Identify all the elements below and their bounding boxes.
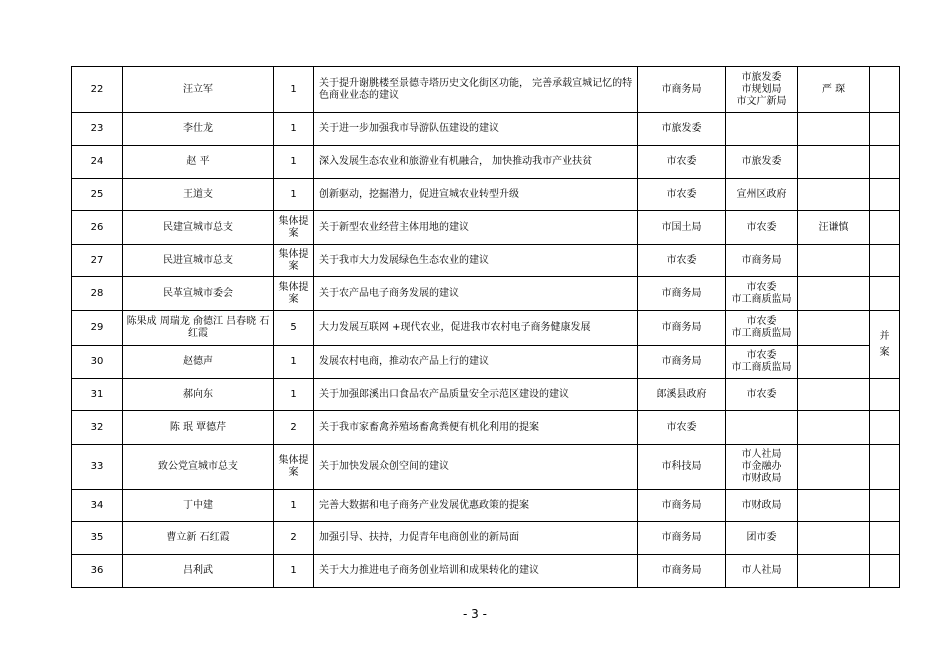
row-number-cell: 36 [72, 555, 123, 588]
co-unit-cell [726, 146, 798, 179]
proposer-count-cell: 集体提案 [274, 211, 314, 245]
co-unit-label: 市文广新局 [736, 95, 787, 107]
co-unit-label: 市财政局 [741, 473, 782, 484]
proposer-count-cell: 1 [274, 346, 314, 379]
note-cell [870, 490, 900, 522]
co-unit-cell [726, 411, 798, 445]
lead-unit-cell: 市旅发委 [638, 113, 726, 146]
lead-unit-cell: 市商务局 [638, 522, 726, 555]
table-row [72, 146, 900, 179]
row-number-cell: 30 [72, 346, 123, 379]
co-unit-cell [726, 211, 798, 245]
leader-cell [798, 179, 870, 211]
lead-unit-cell: 市商务局 [638, 277, 726, 311]
page-number: - 3 - [463, 607, 487, 621]
table-row [72, 311, 900, 346]
proposal-title-cell: 关于农产品电子商务发展的建议 [314, 277, 638, 311]
co-unit-label: 市农委 [746, 350, 777, 361]
table-row [72, 555, 900, 588]
lead-unit-cell: 市商务局 [638, 346, 726, 379]
co-unit-label: 市旅发委 [741, 156, 782, 167]
proposer-cell: 李仕龙 [123, 113, 274, 146]
proposal-title-cell: 发展农村电商，推动农产品上行的建议 [314, 346, 638, 379]
table-row [72, 346, 900, 379]
co-unit-label: 市工商质监局 [731, 293, 792, 305]
note-cell [870, 379, 900, 411]
proposer-cell: 民建宣城市总支 [123, 211, 274, 245]
leader-cell [798, 379, 870, 411]
table-row [72, 179, 900, 211]
co-unit-cell [726, 490, 798, 522]
co-unit-cell [726, 311, 798, 346]
proposer-count-cell: 2 [274, 522, 314, 555]
proposal-table-body [72, 67, 900, 588]
co-unit-label: 市旅发委 [741, 71, 782, 83]
leader-cell [798, 346, 870, 379]
merged-note-cell [870, 311, 900, 379]
proposal-title-cell: 加强引导、扶持，力促青年电商创业的新局面 [314, 522, 638, 555]
merged-note-char: 案 [879, 346, 890, 358]
proposer-count-cell: 2 [274, 411, 314, 445]
co-unit-label: 市工商质监局 [731, 328, 792, 339]
leader-cell [798, 490, 870, 522]
leader-cell: 严 琛 [798, 67, 870, 113]
proposal-title-cell: 关于大力推进电子商务创业培训和成果转化的建议 [314, 555, 638, 588]
note-cell [870, 211, 900, 245]
lead-unit-cell: 市农委 [638, 245, 726, 277]
proposer-count-cell: 1 [274, 490, 314, 522]
co-unit-label: 市农委 [746, 388, 777, 400]
proposer-count-cell: 5 [274, 311, 314, 346]
note-cell [870, 113, 900, 146]
proposer-count-cell: 1 [274, 179, 314, 211]
proposer-cell: 汪立军 [123, 67, 274, 113]
proposer-count-cell: 1 [274, 146, 314, 179]
leader-cell [798, 311, 870, 346]
row-number-cell: 27 [72, 245, 123, 277]
row-number-cell: 24 [72, 146, 123, 179]
proposal-title-cell: 关于新型农业经营主体用地的建议 [314, 211, 638, 245]
proposer-cell: 吕利武 [123, 555, 274, 588]
proposer-cell: 民革宣城市委会 [123, 277, 274, 311]
note-cell [870, 445, 900, 490]
row-number-cell: 33 [72, 445, 123, 490]
note-cell [870, 555, 900, 588]
co-unit-cell [726, 245, 798, 277]
co-unit-label: 市规划局 [741, 83, 782, 95]
lead-unit-cell: 市国土局 [638, 211, 726, 245]
note-cell [870, 179, 900, 211]
co-unit-label: 市商务局 [741, 254, 782, 266]
proposal-title-cell: 深入发展生态农业和旅游业有机融合， 加快推动我市产业扶贫 [314, 146, 638, 179]
proposer-cell: 致公党宣城市总支 [123, 445, 274, 490]
leader-cell [798, 113, 870, 146]
lead-unit-cell: 市科技局 [638, 445, 726, 490]
note-cell [870, 522, 900, 555]
proposer-cell: 王道支 [123, 179, 274, 211]
proposer-count-cell: 集体提案 [274, 245, 314, 277]
proposal-table [71, 66, 900, 588]
leader-cell [798, 146, 870, 179]
note-cell [870, 245, 900, 277]
lead-unit-cell: 市农委 [638, 411, 726, 445]
proposer-cell: 陈 珉 覃德芹 [123, 411, 274, 445]
merged-note-char: 并 [879, 330, 890, 342]
proposer-count-cell: 集体提案 [274, 445, 314, 490]
table-row [72, 490, 900, 522]
co-unit-label: 市农委 [746, 281, 777, 293]
proposer-count-cell: 1 [274, 555, 314, 588]
proposal-title-cell: 完善大数据和电子商务产业发展优惠政策的提案 [314, 490, 638, 522]
leader-cell [798, 522, 870, 555]
proposer-cell: 赵 平 [123, 146, 274, 179]
co-unit-label: 市农委 [746, 316, 777, 327]
proposal-title-cell: 创新驱动，挖掘潜力，促进宣城农业转型升级 [314, 179, 638, 211]
proposer-count-cell: 1 [274, 113, 314, 146]
proposer-count-cell: 1 [274, 67, 314, 113]
table-row [72, 277, 900, 311]
proposal-title-cell: 关于加强郎溪出口食品农产品质量安全示范区建设的建议 [314, 379, 638, 411]
proposal-title-cell: 大力发展互联网 +现代农业，促进我市农村电子商务健康发展 [314, 311, 638, 346]
lead-unit-cell: 市商务局 [638, 555, 726, 588]
co-unit-cell [726, 113, 798, 146]
co-unit-label: 团市委 [746, 532, 777, 543]
proposal-title-cell: 关于提升谢朓楼至景德寺塔历史文化街区功能， 完善承载宣城记忆的特色商业业态的建议 [314, 67, 638, 113]
leader-cell [798, 411, 870, 445]
co-unit-cell [726, 522, 798, 555]
row-number-cell: 29 [72, 311, 123, 346]
row-number-cell: 31 [72, 379, 123, 411]
table-row [72, 445, 900, 490]
lead-unit-cell: 市商务局 [638, 490, 726, 522]
table-row [72, 379, 900, 411]
note-cell [870, 146, 900, 179]
co-unit-label: 市农委 [746, 221, 777, 233]
note-cell [870, 411, 900, 445]
note-cell [870, 67, 900, 113]
lead-unit-cell: 市农委 [638, 179, 726, 211]
lead-unit-cell: 市农委 [638, 146, 726, 179]
proposal-title-cell: 关于进一步加强我市导游队伍建设的建议 [314, 113, 638, 146]
leader-cell [798, 245, 870, 277]
lead-unit-cell: 市商务局 [638, 311, 726, 346]
co-unit-cell [726, 445, 798, 490]
co-unit-cell [726, 67, 798, 113]
row-number-cell: 28 [72, 277, 123, 311]
co-unit-cell [726, 346, 798, 379]
co-unit-cell [726, 379, 798, 411]
proposer-cell: 赵德声 [123, 346, 274, 379]
leader-cell: 汪谦慎 [798, 211, 870, 245]
proposer-cell: 曹立新 石红霞 [123, 522, 274, 555]
co-unit-label: 市人社局 [741, 565, 782, 576]
table-row [72, 522, 900, 555]
proposer-cell: 郝向东 [123, 379, 274, 411]
leader-cell [798, 445, 870, 490]
co-unit-label: 宣州区政府 [736, 188, 787, 200]
table-row [72, 245, 900, 277]
co-unit-cell [726, 555, 798, 588]
table-row [72, 113, 900, 146]
co-unit-cell [726, 179, 798, 211]
row-number-cell: 25 [72, 179, 123, 211]
table-row [72, 67, 900, 113]
proposer-cell: 民进宣城市总支 [123, 245, 274, 277]
leader-cell [798, 277, 870, 311]
note-cell [870, 277, 900, 311]
row-number-cell: 35 [72, 522, 123, 555]
lead-unit-cell: 市商务局 [638, 67, 726, 113]
table-row [72, 411, 900, 445]
proposer-cell: 陈果成 周瑞龙 俞德江 吕春晓 石红霞 [123, 311, 274, 346]
proposer-count-cell: 1 [274, 379, 314, 411]
leader-cell [798, 555, 870, 588]
lead-unit-cell: 郎溪县政府 [638, 379, 726, 411]
co-unit-label: 市金融办 [741, 461, 782, 472]
co-unit-cell [726, 277, 798, 311]
proposal-title-cell: 关于加快发展众创空间的建议 [314, 445, 638, 490]
row-number-cell: 26 [72, 211, 123, 245]
proposal-title-cell: 关于我市大力发展绿色生态农业的建议 [314, 245, 638, 277]
table-row [72, 211, 900, 245]
proposer-cell: 丁中建 [123, 490, 274, 522]
row-number-cell: 23 [72, 113, 123, 146]
co-unit-label: 市财政局 [741, 499, 782, 511]
proposer-count-cell: 集体提案 [274, 277, 314, 311]
row-number-cell: 34 [72, 490, 123, 522]
proposal-title-cell: 关于我市家畜禽养殖场畜禽粪便有机化利用的提案 [314, 411, 638, 445]
row-number-cell: 32 [72, 411, 123, 445]
row-number-cell: 22 [72, 67, 123, 113]
co-unit-label: 市人社局 [741, 449, 782, 460]
co-unit-label: 市工商质监局 [731, 362, 792, 373]
